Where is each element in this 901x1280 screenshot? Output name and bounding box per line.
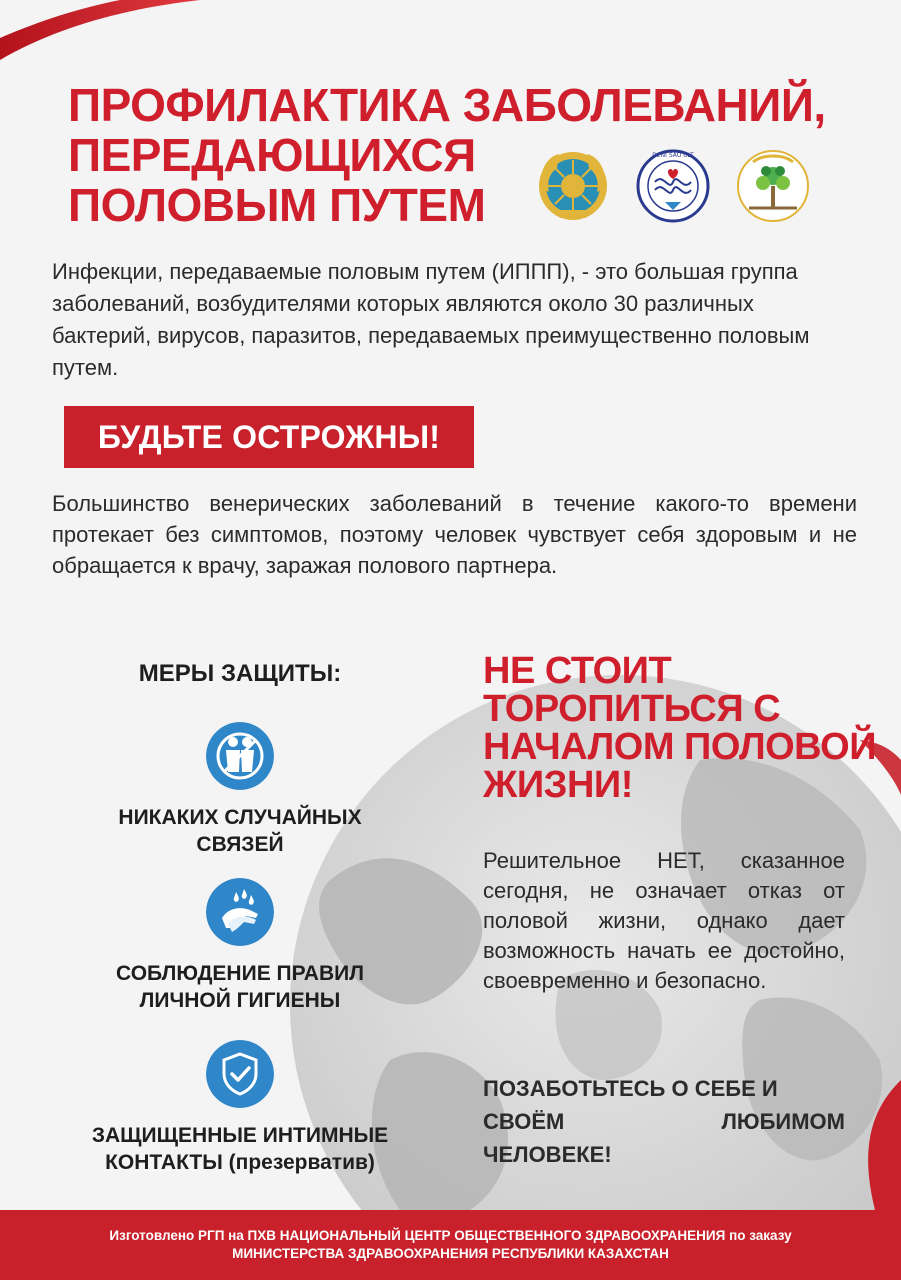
measure-label-line: ЗАЩИЩЕННЫЕ ИНТИМНЫЕ (91, 1124, 389, 1147)
logo2-text: DENI SAU ULT (652, 152, 694, 159)
measure-label (60, 960, 420, 1014)
hand-washing-icon (206, 878, 274, 946)
title-line: ПОЛОВЫМ ПУТЕМ (68, 179, 486, 231)
advice-heading-line: НЕ СТОИТ (483, 650, 672, 692)
measure-label-line: СОБЛЮДЕНИЕ ПРАВИЛ (116, 962, 364, 985)
advice-heading-line: ТОРОПИТЬСЯ С (483, 688, 781, 730)
logos-group (535, 148, 865, 224)
title-line: ПРОФИЛАКТИКА ЗАБОЛЕВАНИЙ, (68, 79, 826, 131)
deni-sau-logo-icon (635, 148, 711, 224)
care-callout (483, 1072, 845, 1171)
footer-line: МИНИСТЕРСТВА ЗДРАВООХРАНЕНИЯ РЕСПУБЛИКИ КАЗАХСТАН (232, 1246, 669, 1261)
kazakhstan-emblem-icon (535, 148, 611, 224)
intro-paragraph: Инфекции, передаваемые половым путем (ИППП), - это большая группа заболеваний, возбудителями которых являются около 30 различных бактерий, вирусов, паразитов, передаваемых преимущественно половым путем. (52, 259, 810, 380)
measure-item (60, 722, 420, 858)
caution-banner: БУДЬТЕ ОСТРОЖНЫ! (64, 406, 474, 468)
measure-label (60, 1122, 420, 1176)
measures-title: МЕРЫ ЗАЩИТЫ: (138, 660, 342, 687)
shield-check-icon (206, 1040, 274, 1108)
top-ribbon (0, 0, 200, 60)
measure-label (60, 804, 420, 858)
footer-banner (0, 1210, 901, 1280)
no-casual-relations-icon (206, 722, 274, 790)
measure-label-line: НИКАКИХ СЛУЧАЙНЫХ (118, 806, 362, 829)
measure-label-line: СВЯЗЕЙ (196, 833, 284, 856)
footer-line: Изготовлено РГП на ПХВ НАЦИОНАЛЬНЫЙ ЦЕНТР ОБЩЕСТВЕННОГО ЗДРАВООХРАНЕНИЯ по заказу (109, 1228, 792, 1243)
advice-heading-line: НАЧАЛОМ ПОЛОВОЙ (483, 726, 877, 768)
warning-paragraph: Большинство венерических заболеваний в течение какого-то времени протекает без симптомов, поэтому человек чувствует себя здоровым и не обращается к врачу, заражая полового партнера. (52, 491, 857, 578)
measure-label-line: ЛИЧНОЙ ГИГИЕНЫ (139, 989, 341, 1012)
advice-heading (483, 652, 883, 804)
measure-item (60, 878, 420, 1014)
measure-item (60, 1040, 420, 1176)
title-line: ПЕРЕДАЮЩИХСЯ (68, 129, 476, 181)
care-line: ЧЕЛОВЕКЕ! (483, 1142, 612, 1167)
measure-label-line: КОНТАКТЫ (презерватив) (105, 1151, 375, 1174)
care-line: ПОЗАБОТЬТЕСЬ О СЕБЕ И (483, 1076, 778, 1101)
advice-paragraph: Решительное НЕТ, сказанное сегодня, не означает отказ от половой жизни, однако дает возможность начать ее достойно, своевременно и безопасно. (483, 848, 845, 993)
tree-of-health-icon (735, 148, 811, 224)
care-line: СВОЁМ ЛЮБИМОМ (483, 1109, 845, 1134)
advice-heading-line: ЖИЗНИ! (483, 764, 633, 806)
